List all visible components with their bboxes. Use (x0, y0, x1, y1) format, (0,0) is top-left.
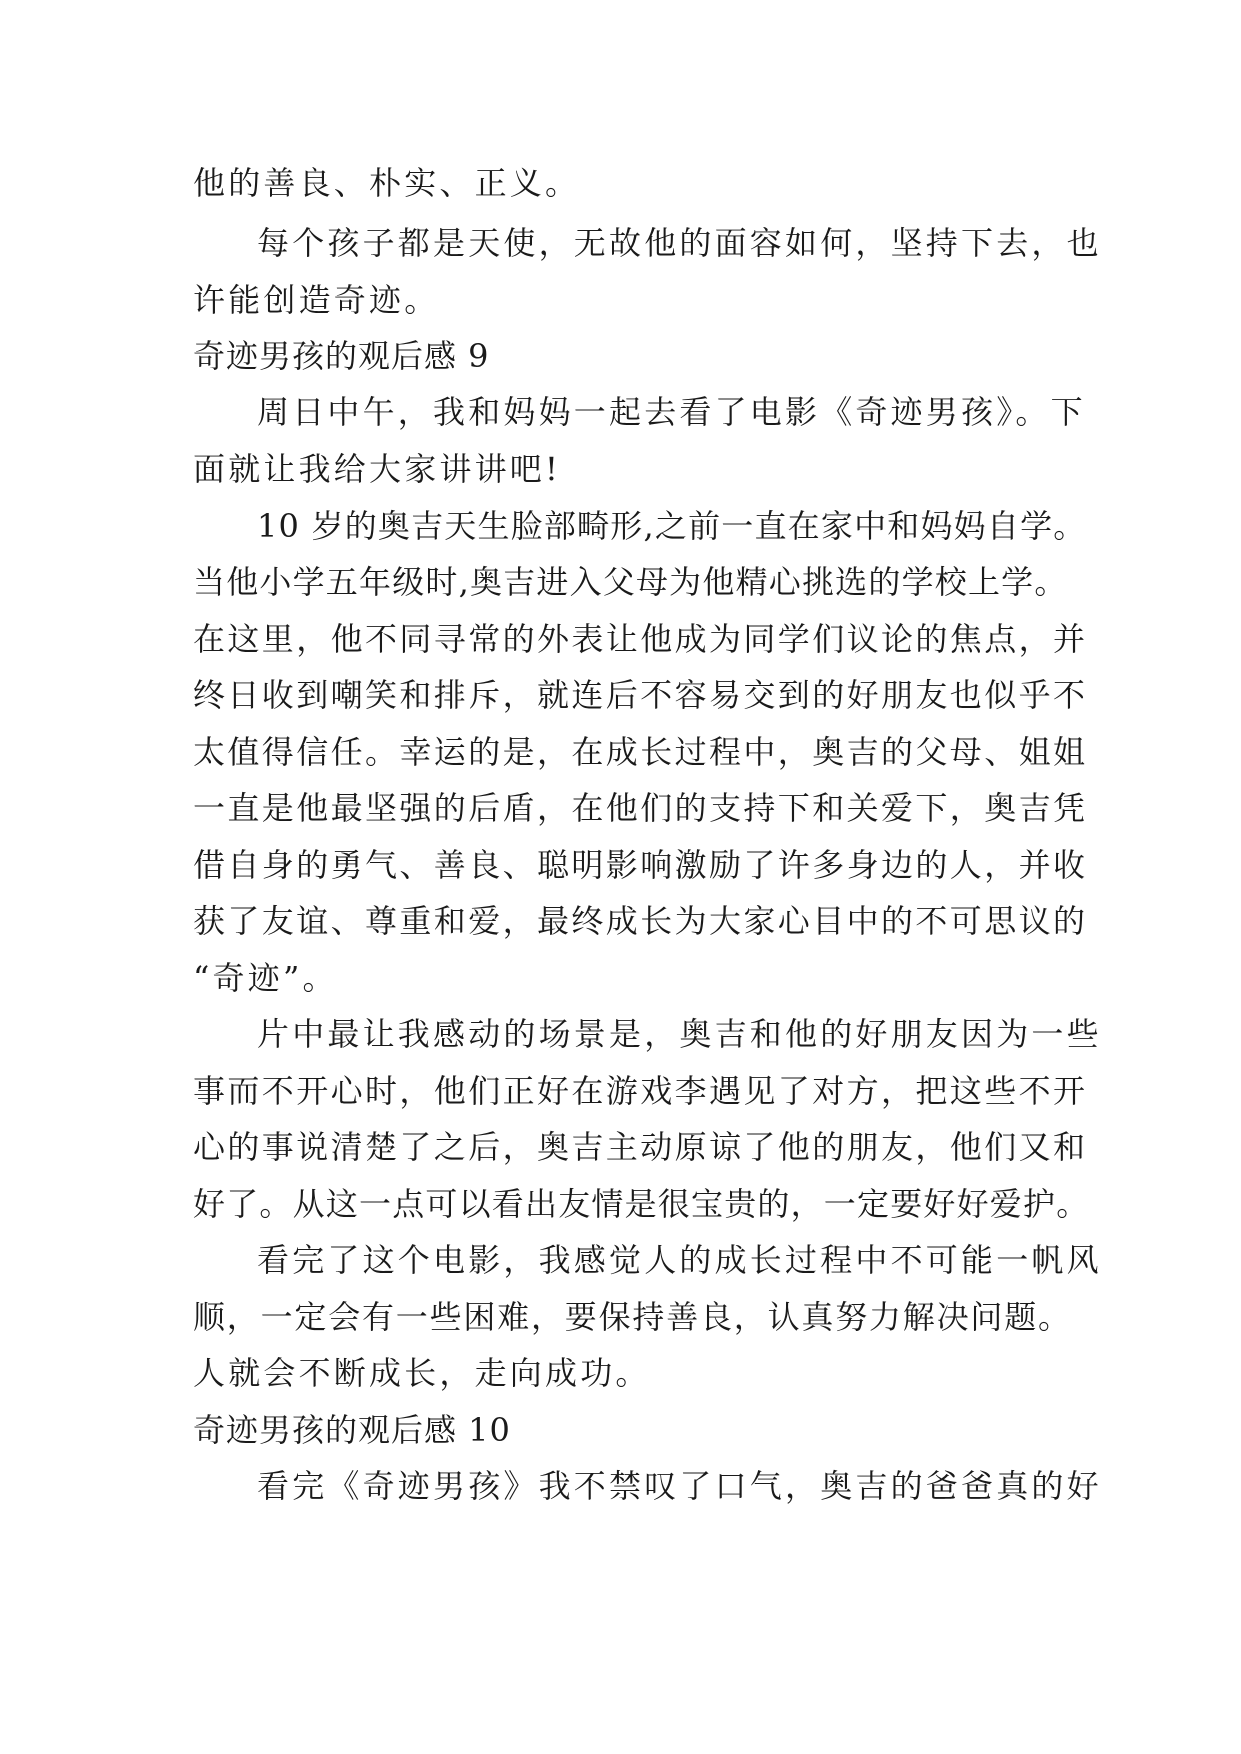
section-heading: 奇迹男孩的观后感 9 (193, 337, 490, 375)
text-line: 看完《奇迹男孩》我不禁叹了口气，奥吉的爸爸真的好 (257, 1467, 1102, 1505)
text-line: 终日收到嘲笑和排斥，就连后不容易交到的好朋友也似乎不 (193, 676, 1088, 714)
text-line: 事而不开心时，他们正好在游戏李遇见了对方，把这些不开 (193, 1072, 1088, 1110)
text-line: 片中最让我感动的场景是，奥吉和他的好朋友因为一些 (257, 1015, 1102, 1053)
text-line: 每个孩子都是天使，无故他的面容如何，坚持下去，也 (257, 224, 1102, 262)
text-line: 好了。从这一点可以看出友情是很宝贵的，一定要好好爱护。 (193, 1185, 1090, 1223)
text-line: 在这里，他不同寻常的外表让他成为同学们议论的焦点，并 (193, 620, 1088, 658)
text-line: 顺，一定会有一些困难，要保持善良，认真努力解决问题。 (193, 1298, 1072, 1336)
text-line: 借自身的勇气、善良、聪明影响激励了许多身边的人，并收 (193, 846, 1088, 884)
text-line: 10 岁的奥吉天生脸部畸形,之前一直在家中和妈妈自学。 (257, 507, 1087, 545)
text-line: 当他小学五年级时,奥吉进入父母为他精心挑选的学校上学。 (193, 563, 1068, 601)
text-line: 他的善良、朴实、正义。 (193, 164, 581, 202)
text-line: 许能创造奇迹。 (193, 281, 440, 319)
text-line: 看完了这个电影，我感觉人的成长过程中不可能一帆风 (257, 1241, 1102, 1279)
text-line: “奇迹”。 (193, 959, 338, 997)
text-line: 周日中午，我和妈妈一起去看了电影《奇迹男孩》。下 (257, 393, 1086, 431)
text-line: 太值得信任。幸运的是，在成长过程中，奥吉的父母、姐姐 (193, 733, 1088, 771)
section-heading: 奇迹男孩的观后感 10 (193, 1411, 511, 1449)
text-line: 一直是他最坚强的后盾，在他们的支持下和关爱下，奥吉凭 (193, 789, 1088, 827)
text-line: 人就会不断成长，走向成功。 (193, 1354, 651, 1392)
text-line: 心的事说清楚了之后，奥吉主动原谅了他的朋友，他们又和 (193, 1128, 1088, 1166)
text-line: 面就让我给大家讲讲吧! (193, 450, 562, 488)
text-line: 获了友谊、尊重和爱，最终成长为大家心目中的不可思议的 (193, 902, 1088, 940)
